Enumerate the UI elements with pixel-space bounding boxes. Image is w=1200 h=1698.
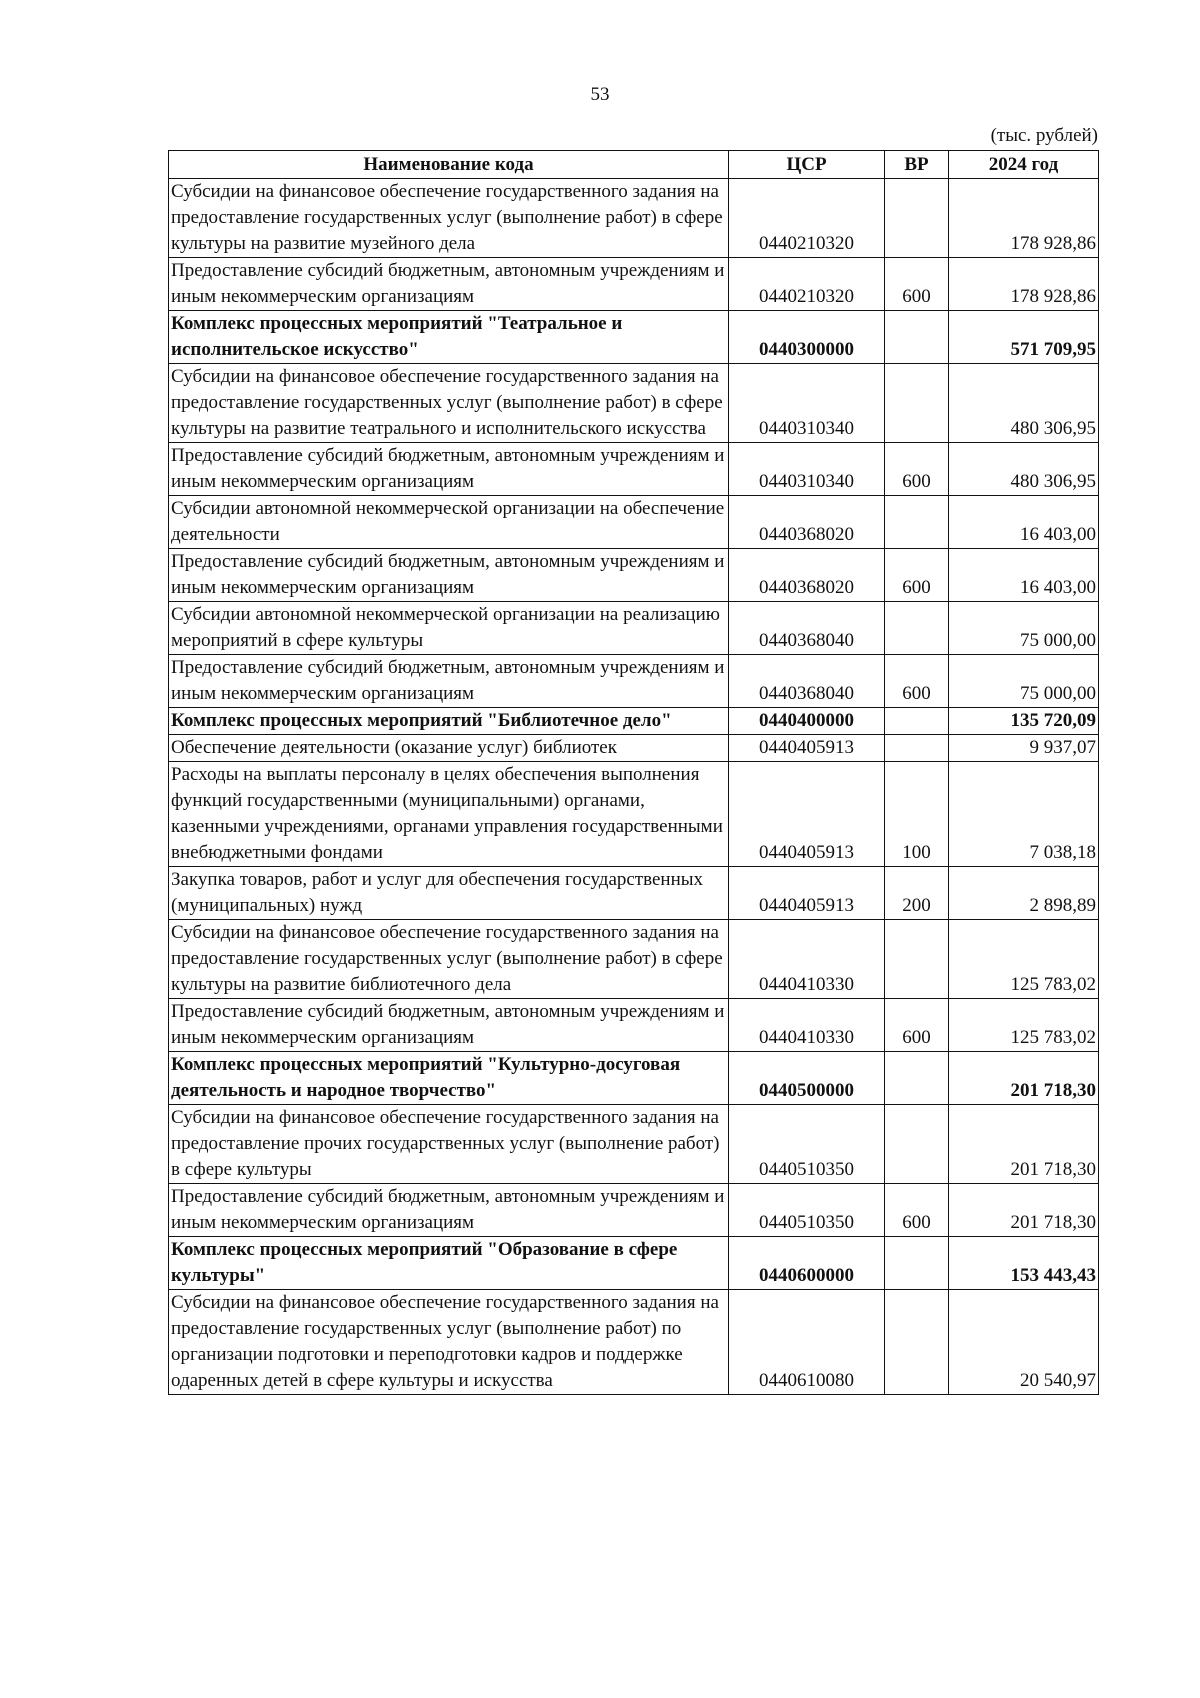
row-csr-cell: 0440210320 (729, 179, 885, 258)
table-row (169, 1052, 1099, 1105)
row-value-cell: 16 403,00 (949, 549, 1099, 602)
row-vr-cell: 200 (885, 867, 949, 920)
table-row (169, 920, 1099, 999)
row-value-cell: 9 937,07 (949, 735, 1099, 762)
header-csr: ЦСР (729, 151, 885, 179)
units-label: (тыс. рублей) (990, 125, 1098, 146)
table-row (169, 364, 1099, 443)
row-vr-cell: 600 (885, 655, 949, 708)
table-body (169, 179, 1099, 1395)
header-vr: ВР (885, 151, 949, 179)
row-name-cell: Комплекс процессных мероприятий "Театральное и исполнительское искусство" (169, 311, 729, 364)
row-name-cell: Комплекс процессных мероприятий "Образование в сфере культуры" (169, 1237, 729, 1290)
row-value-cell: 480 306,95 (949, 364, 1099, 443)
row-csr-cell: 0440310340 (729, 364, 885, 443)
row-value-cell: 75 000,00 (949, 602, 1099, 655)
row-value-cell: 135 720,09 (949, 708, 1099, 735)
header-row (169, 151, 1099, 179)
row-vr-cell (885, 311, 949, 364)
table-row (169, 999, 1099, 1052)
table-row (169, 867, 1099, 920)
header-year: 2024 год (949, 151, 1099, 179)
row-vr-cell (885, 920, 949, 999)
row-vr-cell (885, 735, 949, 762)
row-value-cell: 480 306,95 (949, 443, 1099, 496)
page-number: 53 (590, 84, 610, 105)
row-value-cell: 75 000,00 (949, 655, 1099, 708)
row-vr-cell (885, 602, 949, 655)
row-name-cell: Субсидии на финансовое обеспечение государственного задания на предоставление государственных услуг (выполнение работ) в сфере культуры на развитие библиотечного дела (169, 920, 729, 999)
budget-table (168, 150, 1099, 1395)
row-value-cell: 571 709,95 (949, 311, 1099, 364)
row-vr-cell: 600 (885, 1184, 949, 1237)
row-csr-cell: 0440405913 (729, 735, 885, 762)
row-vr-cell: 100 (885, 762, 949, 867)
row-name-cell: Предоставление субсидий бюджетным, автономным учреждениям и иным некоммерческим организациям (169, 258, 729, 311)
row-name-cell: Предоставление субсидий бюджетным, автономным учреждениям и иным некоммерческим организациям (169, 655, 729, 708)
row-vr-cell (885, 1237, 949, 1290)
row-value-cell: 16 403,00 (949, 496, 1099, 549)
row-name-cell: Предоставление субсидий бюджетным, автономным учреждениям и иным некоммерческим организациям (169, 443, 729, 496)
row-csr-cell: 0440310340 (729, 443, 885, 496)
table-row (169, 1290, 1099, 1395)
row-name-cell: Обеспечение деятельности (оказание услуг) библиотек (169, 735, 729, 762)
table-row (169, 602, 1099, 655)
row-csr-cell: 0440400000 (729, 708, 885, 735)
row-name-cell: Субсидии на финансовое обеспечение государственного задания на предоставление государственных услуг (выполнение работ) по организации подготовки и переподготовки кадров и поддержке одаренных детей в сфере культуры и искусства (169, 1290, 729, 1395)
header-name: Наименование кода (169, 151, 729, 179)
row-csr-cell: 0440405913 (729, 762, 885, 867)
row-name-cell: Субсидии на финансовое обеспечение государственного задания на предоставление прочих государственных услуг (выполнение работ) в сфере культуры (169, 1105, 729, 1184)
row-csr-cell: 0440600000 (729, 1237, 885, 1290)
row-vr-cell (885, 708, 949, 735)
row-value-cell: 201 718,30 (949, 1052, 1099, 1105)
row-csr-cell: 0440610080 (729, 1290, 885, 1395)
row-value-cell: 178 928,86 (949, 179, 1099, 258)
row-csr-cell: 0440410330 (729, 999, 885, 1052)
row-csr-cell: 0440500000 (729, 1052, 885, 1105)
row-value-cell: 153 443,43 (949, 1237, 1099, 1290)
table-row (169, 1184, 1099, 1237)
row-name-cell: Комплекс процессных мероприятий "Культурно-досуговая деятельность и народное творчество" (169, 1052, 729, 1105)
table-row (169, 655, 1099, 708)
row-name-cell: Расходы на выплаты персоналу в целях обеспечения выполнения функций государственными (муниципальными) органами, казенными учреждениями, органами управления государственными внебюджетными фондами (169, 762, 729, 867)
row-value-cell: 7 038,18 (949, 762, 1099, 867)
row-csr-cell: 0440300000 (729, 311, 885, 364)
row-name-cell: Предоставление субсидий бюджетным, автономным учреждениям и иным некоммерческим организациям (169, 999, 729, 1052)
row-vr-cell (885, 1052, 949, 1105)
row-name-cell: Комплекс процессных мероприятий "Библиотечное дело" (169, 708, 729, 735)
row-name-cell: Субсидии автономной некоммерческой организации на обеспечение деятельности (169, 496, 729, 549)
row-value-cell: 201 718,30 (949, 1184, 1099, 1237)
row-vr-cell: 600 (885, 549, 949, 602)
table-row (169, 443, 1099, 496)
row-csr-cell: 0440368040 (729, 602, 885, 655)
row-value-cell: 2 898,89 (949, 867, 1099, 920)
row-csr-cell: 0440210320 (729, 258, 885, 311)
row-value-cell: 125 783,02 (949, 999, 1099, 1052)
row-value-cell: 20 540,97 (949, 1290, 1099, 1395)
row-csr-cell: 0440368020 (729, 496, 885, 549)
row-vr-cell (885, 364, 949, 443)
row-value-cell: 178 928,86 (949, 258, 1099, 311)
row-vr-cell: 600 (885, 443, 949, 496)
table-row (169, 708, 1099, 735)
row-csr-cell: 0440368020 (729, 549, 885, 602)
row-value-cell: 201 718,30 (949, 1105, 1099, 1184)
row-name-cell: Предоставление субсидий бюджетным, автономным учреждениям и иным некоммерческим организациям (169, 1184, 729, 1237)
table-row (169, 762, 1099, 867)
row-vr-cell (885, 1105, 949, 1184)
table-row (169, 735, 1099, 762)
row-value-cell: 125 783,02 (949, 920, 1099, 999)
table-row (169, 496, 1099, 549)
table-row (169, 549, 1099, 602)
row-name-cell: Субсидии автономной некоммерческой организации на реализацию мероприятий в сфере культуры (169, 602, 729, 655)
row-name-cell: Субсидии на финансовое обеспечение государственного задания на предоставление государственных услуг (выполнение работ) в сфере культуры на развитие театрального и исполнительского искусства (169, 364, 729, 443)
table-row (169, 311, 1099, 364)
row-csr-cell: 0440510350 (729, 1105, 885, 1184)
row-vr-cell (885, 496, 949, 549)
row-name-cell: Субсидии на финансовое обеспечение государственного задания на предоставление государственных услуг (выполнение работ) в сфере культуры на развитие музейного дела (169, 179, 729, 258)
table-row (169, 1105, 1099, 1184)
table-row (169, 258, 1099, 311)
row-name-cell: Закупка товаров, работ и услуг для обеспечения государственных (муниципальных) нужд (169, 867, 729, 920)
row-vr-cell (885, 1290, 949, 1395)
row-name-cell: Предоставление субсидий бюджетным, автономным учреждениям и иным некоммерческим организациям (169, 549, 729, 602)
row-csr-cell: 0440410330 (729, 920, 885, 999)
row-csr-cell: 0440368040 (729, 655, 885, 708)
table-row (169, 1237, 1099, 1290)
row-vr-cell (885, 179, 949, 258)
row-vr-cell: 600 (885, 258, 949, 311)
table-row (169, 179, 1099, 258)
row-csr-cell: 0440510350 (729, 1184, 885, 1237)
row-csr-cell: 0440405913 (729, 867, 885, 920)
row-vr-cell: 600 (885, 999, 949, 1052)
